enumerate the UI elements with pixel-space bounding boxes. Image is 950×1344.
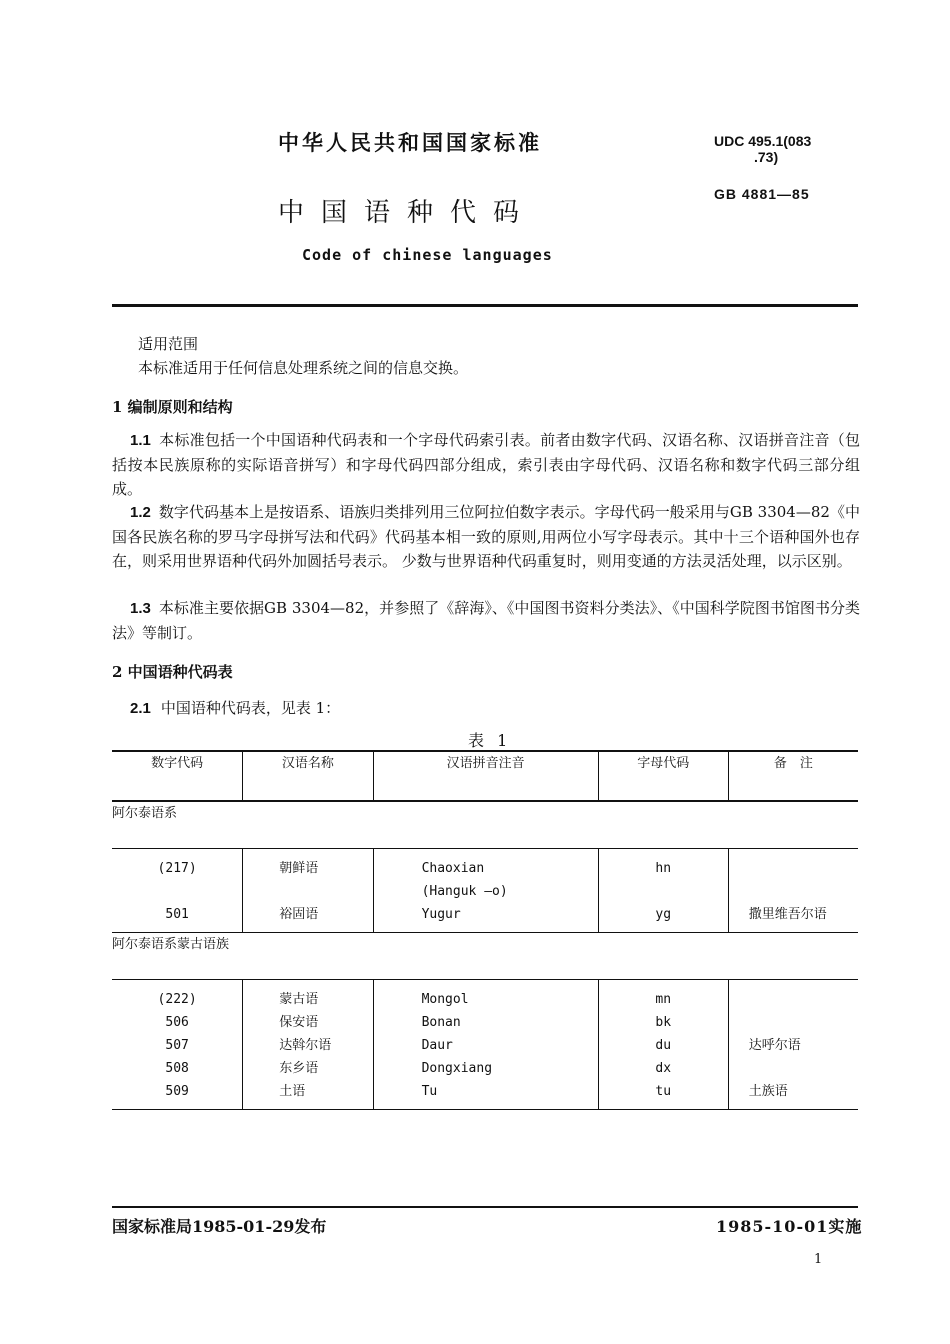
pinyin: Yugur <box>421 907 461 922</box>
paragraph-text: 本标准包括一个中国语种代码表和一个字母代码索引表。前者由数字代码、汉语名称、汉语拼音注音（包括按本民族原称的实际语音拼写）和字母代码四部分组成，索引表由字母代码、汉语名称和数字代码三部分组成。 <box>112 431 860 498</box>
letter-code: dx <box>655 1061 672 1076</box>
paragraph-text: 数字代码基本上是按语系、语族归类排列用三位阿拉伯数字表示。字母代码一般采用与GB 3304—82《中国各民族名称的罗马字母拼写法和代码》代码基本相一致的原则,用两位小写字母表示。其中十三个语种国外也存在，则采用世界语种代码外加圆括号表示。 少数与世界语种代码重复时，则用变通的方法灵活处理，以示区别。 <box>112 503 860 570</box>
group-row <box>112 933 858 980</box>
scope-text: 本标准适用于任何信息处理系统之间的信息交换。 <box>138 359 469 377</box>
footer-divider <box>112 1206 858 1208</box>
section-1-heading: 1 编制原则和结构 <box>112 398 233 416</box>
header-divider <box>112 304 858 307</box>
remark <box>729 988 858 1011</box>
pinyin: (Hanguk —o) <box>421 884 508 899</box>
remark: 撒里维吾尔语 <box>748 907 827 922</box>
chinese-name: 达斡尔语 <box>279 1038 332 1053</box>
document-title: 中国语种代码 <box>278 198 537 228</box>
issue-date: 国家标准局1985-01-29发布 <box>112 1217 327 1236</box>
language-code-table <box>112 750 858 1110</box>
chinese-name: 保安语 <box>279 1015 319 1030</box>
standard-number: GB 4881—85 <box>714 186 810 202</box>
letter-code: yg <box>655 907 672 922</box>
column-header: 备 注 <box>728 751 858 801</box>
group-label: 阿尔泰语系 <box>112 801 858 849</box>
table-caption: 表 1 <box>468 731 512 750</box>
scope-heading: 适用范围 <box>138 335 199 353</box>
letter-code: mn <box>655 992 672 1007</box>
issuing-authority-heading: 中华人民共和国国家标准 <box>278 130 542 155</box>
implementation-date: 1985-10-01实施 <box>716 1217 863 1236</box>
chinese-name: 东乡语 <box>279 1061 319 1076</box>
numeric-code: (222) <box>157 992 197 1007</box>
letter-code: hn <box>655 861 672 876</box>
chinese-name: 蒙古语 <box>279 992 319 1007</box>
paragraph-2-1 <box>112 696 340 721</box>
remark <box>729 1011 858 1034</box>
letter-code: bk <box>655 1015 672 1030</box>
table-header-row <box>112 751 858 801</box>
column-header: 汉语名称 <box>243 751 373 801</box>
pinyin: Daur <box>421 1038 453 1053</box>
table-block <box>112 980 858 1110</box>
pinyin: Bonan <box>421 1015 461 1030</box>
numeric-code: (217) <box>157 861 197 876</box>
chinese-name <box>243 880 372 903</box>
letter-code <box>599 880 728 903</box>
numeric-code: 506 <box>165 1015 189 1030</box>
paragraph-number: 1.1 <box>130 432 151 449</box>
numeric-code <box>112 880 242 903</box>
numeric-code: 507 <box>165 1038 189 1053</box>
page-number: 1 <box>814 1252 823 1267</box>
chinese-name: 土语 <box>279 1084 306 1099</box>
udc-classification <box>714 133 811 165</box>
paragraph-1-2 <box>112 500 860 573</box>
column-header: 字母代码 <box>598 751 728 801</box>
column-header: 数字代码 <box>112 751 243 801</box>
group-row <box>112 801 858 849</box>
paragraph-1-3 <box>112 596 860 645</box>
chinese-name: 裕固语 <box>279 907 319 922</box>
pinyin: Tu <box>421 1084 438 1099</box>
paragraph-text: 中国语种代码表，见表 1： <box>160 699 341 717</box>
remark: 达呼尔语 <box>748 1038 801 1053</box>
letter-code: du <box>655 1038 672 1053</box>
document-subtitle: Code of chinese languages <box>302 246 553 264</box>
section-2-heading: 2 中国语种代码表 <box>112 663 233 681</box>
group-label: 阿尔泰语系蒙古语族 <box>112 933 858 980</box>
pinyin: Chaoxian <box>421 861 485 876</box>
letter-code: tu <box>655 1084 672 1099</box>
paragraph-text: 本标准主要依据GB 3304—82，并参照了《辞海》、《中国图书资料分类法》、《中国科学院图书馆图书分类法》等制订。 <box>112 599 860 642</box>
udc-line-2: .73) <box>754 149 779 165</box>
chinese-name: 朝鲜语 <box>279 861 319 876</box>
remark <box>729 1057 858 1080</box>
paragraph-number: 1.3 <box>130 600 151 617</box>
paragraph-1-1 <box>112 428 860 501</box>
remark: 土族语 <box>748 1084 788 1099</box>
paragraph-number: 2.1 <box>130 700 151 717</box>
paragraph-number: 1.2 <box>130 504 151 521</box>
remark <box>729 857 858 880</box>
numeric-code: 509 <box>165 1084 189 1099</box>
numeric-code: 501 <box>165 907 189 922</box>
numeric-code: 508 <box>165 1061 189 1076</box>
column-header: 汉语拼音注音 <box>373 751 598 801</box>
pinyin: Dongxiang <box>421 1061 493 1076</box>
table-block <box>112 849 858 933</box>
pinyin: Mongol <box>421 992 469 1007</box>
udc-line-1: UDC 495.1(083 <box>714 133 812 149</box>
remark <box>729 880 858 903</box>
